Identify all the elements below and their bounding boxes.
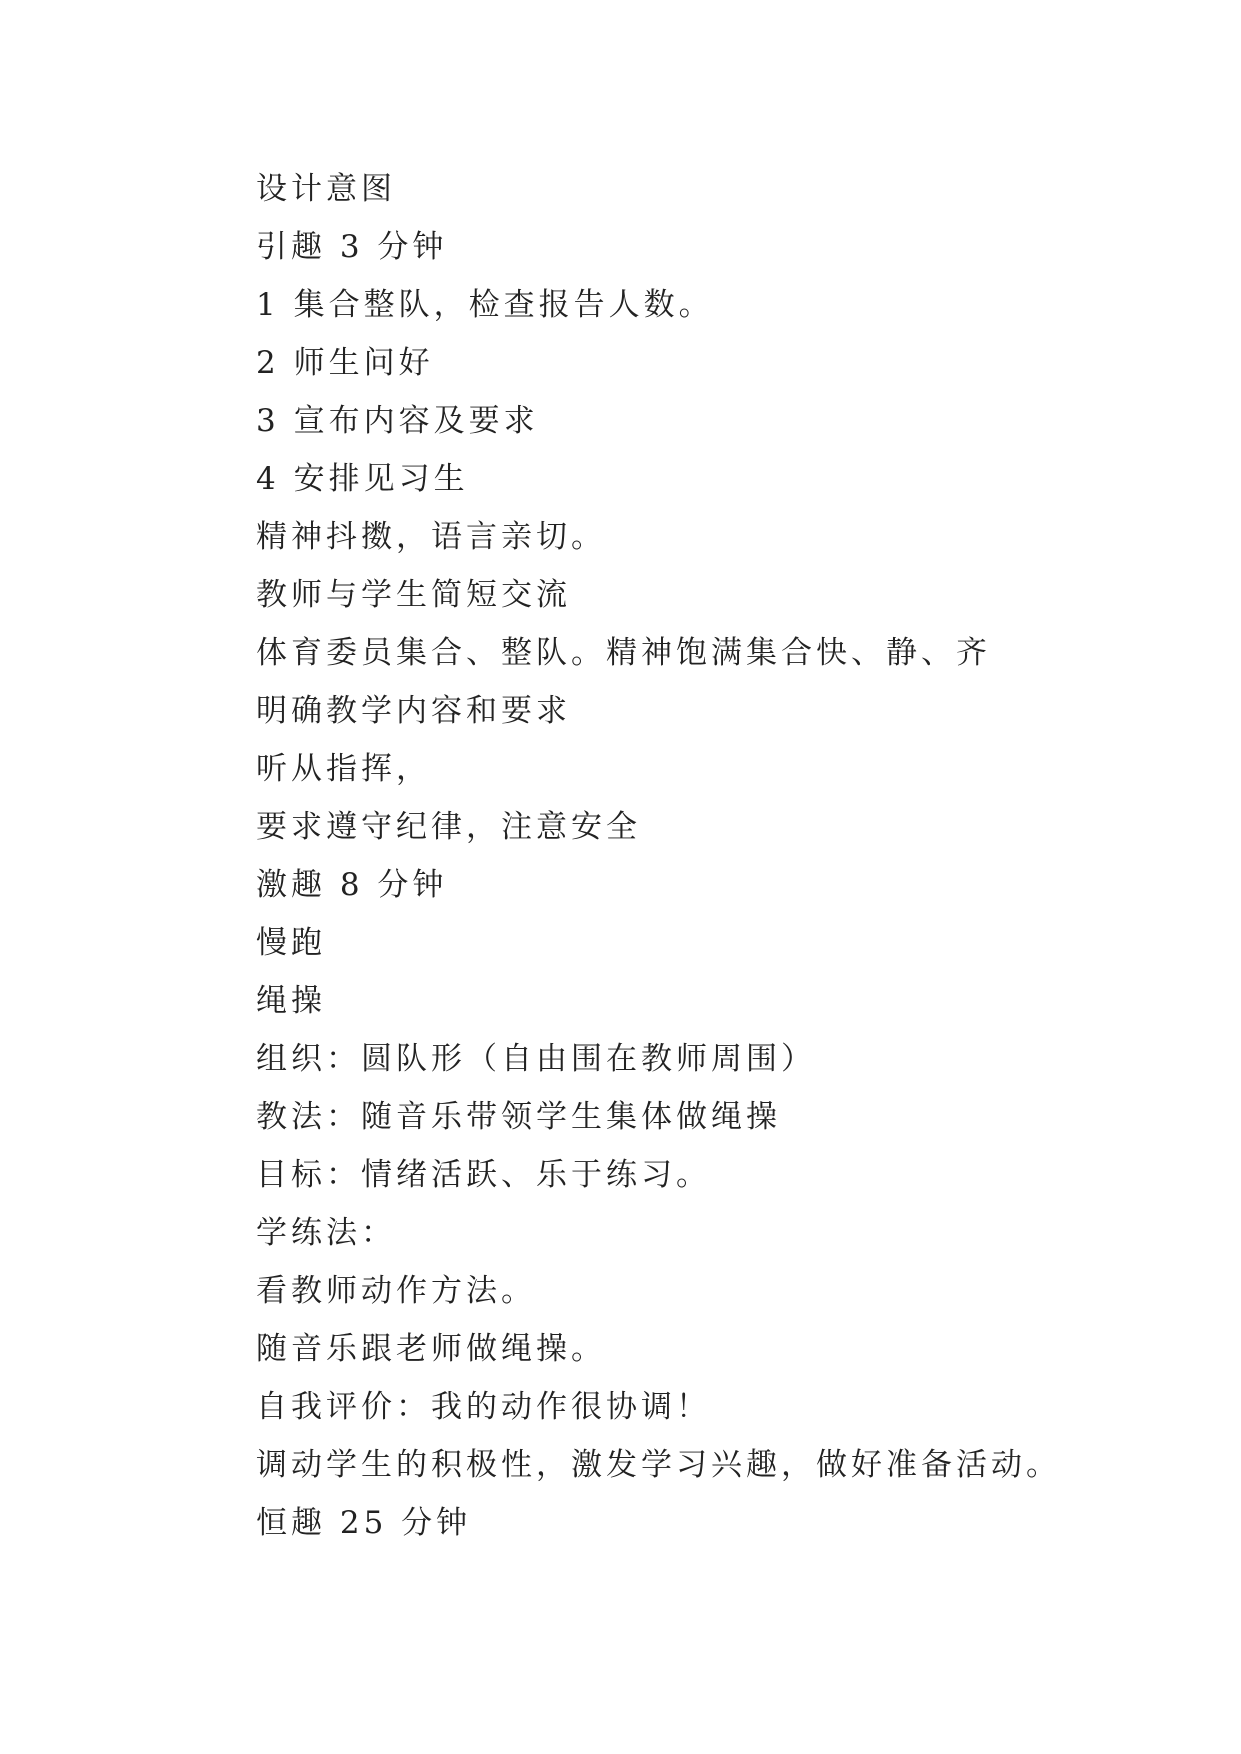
text-line: 明确教学内容和要求 bbox=[256, 693, 571, 729]
section-heading-sustain: 恒趣 25 分钟 bbox=[256, 1505, 472, 1541]
document-body bbox=[256, 160, 1116, 1552]
text-line: 目标：情绪活跃、乐于练习。 bbox=[256, 1157, 711, 1193]
text-line: 教师与学生简短交流 bbox=[256, 577, 571, 613]
text-line: 随音乐跟老师做绳操。 bbox=[256, 1331, 606, 1367]
section-heading-stimulate: 激趣 8 分钟 bbox=[256, 867, 448, 903]
text-line: 1 集合整队，检查报告人数。 bbox=[256, 287, 714, 323]
text-line: 4 安排见习生 bbox=[256, 461, 469, 497]
text-line: 3 宣布内容及要求 bbox=[256, 403, 539, 439]
text-line: 绳操 bbox=[256, 983, 326, 1019]
text-line: 听从指挥， bbox=[256, 751, 431, 787]
text-line: 慢跑 bbox=[256, 925, 326, 961]
text-line: 体育委员集合、整队。精神饱满集合快、静、齐 bbox=[256, 635, 991, 671]
text-line: 自我评价：我的动作很协调！ bbox=[256, 1389, 711, 1425]
text-line: 学练法： bbox=[256, 1215, 396, 1251]
section-heading-design-intent: 设计意图 bbox=[256, 171, 396, 207]
text-line: 调动学生的积极性，激发学习兴趣，做好准备活动。 bbox=[256, 1447, 1061, 1483]
section-heading-engage: 引趣 3 分钟 bbox=[256, 229, 448, 265]
text-line: 2 师生问好 bbox=[256, 345, 434, 381]
text-line: 要求遵守纪律，注意安全 bbox=[256, 809, 641, 845]
text-line: 看教师动作方法。 bbox=[256, 1273, 536, 1309]
text-line: 教法：随音乐带领学生集体做绳操 bbox=[256, 1099, 781, 1135]
text-line: 精神抖擞，语言亲切。 bbox=[256, 519, 606, 555]
text-line: 组织：圆队形（自由围在教师周围） bbox=[256, 1041, 816, 1077]
